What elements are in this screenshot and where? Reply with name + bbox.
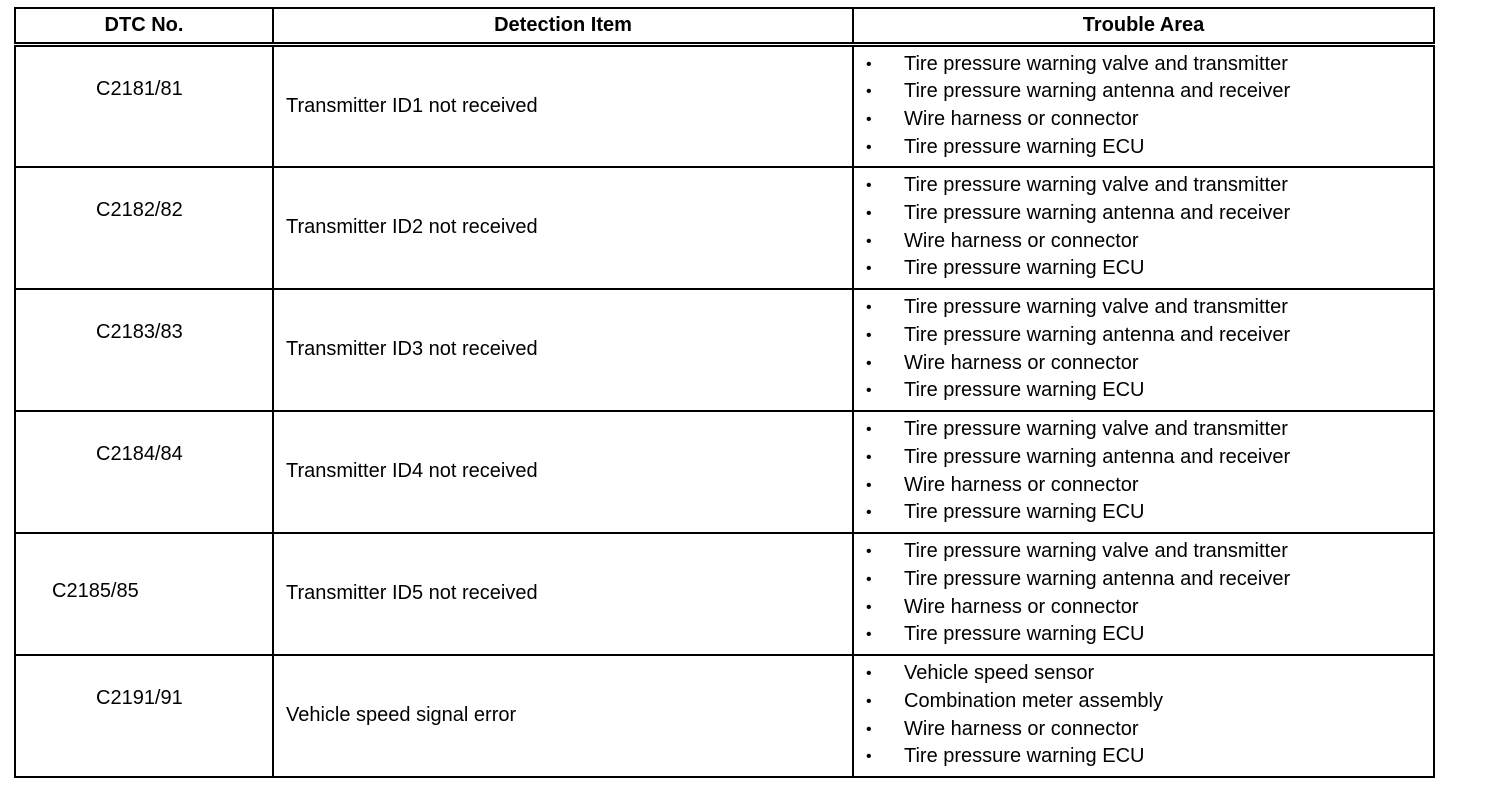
table-row [15,167,1434,289]
dtc-code: C2183/83 [96,320,183,343]
bullet-icon: • [866,748,872,766]
trouble-area-item [864,200,1433,228]
header-trouble-area: Trouble Area [853,8,1434,45]
trouble-area-item [864,172,1433,200]
trouble-area-text: Tire pressure warning valve and transmitter [904,539,1288,562]
bullet-icon: • [866,664,872,682]
table-row [15,411,1434,533]
trouble-area-item [864,688,1433,716]
trouble-area-item [864,472,1433,500]
dtc-cell [15,533,273,655]
bullet-icon: • [866,83,872,101]
trouble-area-item [864,51,1433,79]
trouble-area-cell [853,411,1434,533]
trouble-area-text: Wire harness or connector [904,351,1139,374]
trouble-area-text: Tire pressure warning ECU [904,501,1145,524]
trouble-area-list [864,660,1433,771]
trouble-area-text: Tire pressure warning antenna and receiver [904,201,1291,224]
trouble-area-cell [853,533,1434,655]
trouble-area-item [864,134,1433,162]
trouble-area-text: Tire pressure warning valve and transmitter [904,295,1288,318]
trouble-area-list [864,538,1433,649]
trouble-area-list [864,294,1433,405]
bullet-icon: • [866,260,872,278]
trouble-area-text: Tire pressure warning antenna and receiver [904,445,1291,468]
bullet-icon: • [866,55,872,73]
trouble-area-cell [853,289,1434,411]
bullet-icon: • [866,542,872,560]
header-detection-item: Detection Item [273,8,853,45]
trouble-area-text: Wire harness or connector [904,717,1139,740]
trouble-area-text: Vehicle speed sensor [904,661,1095,684]
bullet-icon: • [866,692,872,710]
table-row [15,655,1434,777]
trouble-area-item [864,444,1433,472]
trouble-area-cell [853,45,1434,167]
trouble-area-text: Tire pressure warning antenna and receiver [904,323,1291,346]
trouble-area-cell [853,655,1434,777]
table-row [15,533,1434,655]
bullet-icon: • [866,504,872,522]
dtc-cell [15,167,273,289]
trouble-area-item [864,538,1433,566]
trouble-area-cell [853,167,1434,289]
dtc-code: C2185/85 [52,579,139,602]
trouble-area-text: Tire pressure warning valve and transmitter [904,52,1288,75]
table-row [15,45,1434,167]
trouble-area-text: Wire harness or connector [904,473,1139,496]
detection-item-cell: Transmitter ID2 not received [273,167,853,289]
trouble-area-text: Combination meter assembly [904,689,1163,712]
trouble-area-text: Tire pressure warning ECU [904,623,1145,646]
trouble-area-item [864,377,1433,405]
bullet-icon: • [866,326,872,344]
dtc-table [14,7,1435,778]
detection-item-cell: Transmitter ID5 not received [273,533,853,655]
trouble-area-item [864,322,1433,350]
dtc-cell [15,289,273,411]
dtc-code: C2181/81 [96,78,183,100]
trouble-area-item [864,499,1433,527]
bullet-icon: • [866,570,872,588]
bullet-icon: • [866,382,872,400]
trouble-area-text: Tire pressure warning ECU [904,136,1145,159]
dtc-cell [15,411,273,533]
detection-item-cell: Transmitter ID3 not received [273,289,853,411]
trouble-area-item [864,594,1433,622]
trouble-area-item [864,228,1433,256]
bullet-icon: • [866,232,872,250]
dtc-cell [15,655,273,777]
trouble-area-text: Tire pressure warning valve and transmitter [904,417,1288,440]
dtc-code: C2191/91 [96,686,183,709]
trouble-area-text: Tire pressure warning ECU [904,257,1145,280]
table-row [15,289,1434,411]
trouble-area-item [864,621,1433,649]
bullet-icon: • [866,298,872,316]
trouble-area-list [864,172,1433,283]
bullet-icon: • [866,204,872,222]
bullet-icon: • [866,626,872,644]
bullet-icon: • [866,354,872,372]
bullet-icon: • [866,111,872,129]
bullet-icon: • [866,448,872,466]
bullet-icon: • [866,598,872,616]
header-dtc-no: DTC No. [15,8,273,45]
trouble-area-list [864,51,1433,162]
trouble-area-text: Wire harness or connector [904,229,1139,252]
detection-item-cell: Vehicle speed signal error [273,655,853,777]
bullet-icon: • [866,139,872,157]
trouble-area-item [864,660,1433,688]
dtc-code: C2182/82 [96,198,183,221]
trouble-area-text: Tire pressure warning ECU [904,379,1145,402]
dtc-cell [15,45,273,167]
trouble-area-item [864,350,1433,378]
header-row [15,8,1434,45]
trouble-area-item [864,716,1433,744]
trouble-area-text: Wire harness or connector [904,595,1139,618]
trouble-area-item [864,743,1433,771]
trouble-area-item [864,294,1433,322]
trouble-area-item [864,106,1433,134]
trouble-area-list [864,416,1433,527]
detection-item-cell: Transmitter ID4 not received [273,411,853,533]
trouble-area-item [864,78,1433,106]
bullet-icon: • [866,420,872,438]
trouble-area-text: Tire pressure warning valve and transmitter [904,173,1288,196]
trouble-area-text: Tire pressure warning antenna and receiver [904,567,1291,590]
trouble-area-item [864,566,1433,594]
detection-item-cell: Transmitter ID1 not received [273,45,853,167]
trouble-area-text: Wire harness or connector [904,108,1139,131]
trouble-area-text: Tire pressure warning ECU [904,745,1145,768]
trouble-area-item [864,255,1433,283]
bullet-icon: • [866,476,872,494]
table-header [15,8,1434,45]
bullet-icon: • [866,176,872,194]
trouble-area-item [864,416,1433,444]
dtc-code: C2184/84 [96,442,183,465]
trouble-area-text: Tire pressure warning antenna and receiver [904,80,1291,103]
bullet-icon: • [866,720,872,738]
table-body [15,45,1434,777]
